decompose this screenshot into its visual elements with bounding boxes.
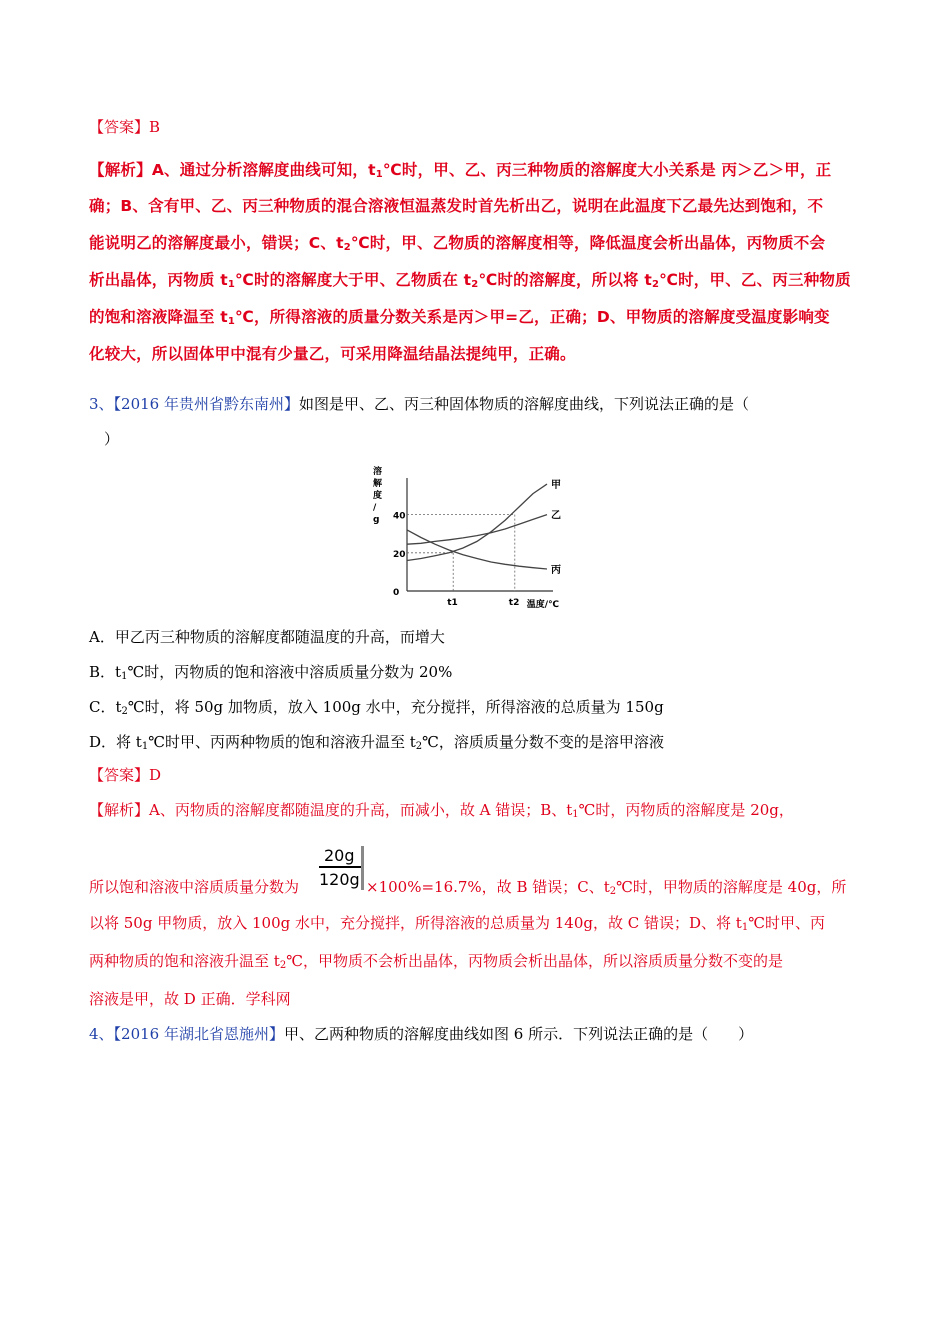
analysis3-line-2b: ×100%=16.7%，故 B 错误；C、$t_2℃$时，甲物质的溶解度是 40g，所: [366, 878, 847, 897]
question-3-stem-end: ）: [104, 430, 120, 448]
fraction-denominator: 120g: [319, 870, 360, 889]
fraction: [319, 844, 365, 890]
analysis-label: 【解析】: [89, 161, 152, 179]
answer-line-3: [89, 765, 161, 785]
y-tick-label: 20: [393, 549, 406, 560]
analysis1-line-5: 的饱和溶液降温至 $t_1℃$，所得溶液的质量分数关系是丙＞甲=乙，正确；D、甲物质的溶解度受温度影响变: [89, 308, 830, 327]
answer-value: D: [149, 766, 162, 784]
series-label: 丙: [551, 565, 561, 577]
analysis3-line-2a: 所以饱和溶液中溶质质量分数为: [89, 878, 300, 896]
answer-bracket-close: 】: [134, 118, 150, 136]
y-axis-label-char: 溶: [373, 467, 383, 477]
question-4-stem: [89, 1024, 753, 1044]
y-axis-label-char: 解: [373, 479, 383, 489]
answer-label: 答案: [104, 118, 135, 136]
x-tick-label: t2: [508, 598, 520, 608]
analysis3-line-5: 溶液是甲，故 D 正确．学科网: [89, 990, 291, 1008]
answer-bracket-open: 【: [89, 118, 105, 136]
answer-value: B: [149, 118, 161, 136]
question-text: 如图是甲、乙、丙三种固体物质的溶解度曲线，下列说法正确的是（: [299, 395, 750, 413]
analysis1-line-3: 能说明乙的溶解度最小，错误；C、$t_2℃$时，甲、乙物质的溶解度相等，降低温度会析出晶体，丙物质不会: [89, 234, 826, 253]
y-tick-label: 0: [393, 588, 400, 598]
answer-label: 【答案】: [89, 766, 150, 784]
y-axis-label-char: /: [373, 503, 377, 513]
analysis3-line-4: 两种物质的饱和溶液升温至 $t_2℃$，甲物质不会析出晶体，丙物质会析出晶体，所以溶质质量分数不变的是: [89, 952, 783, 971]
y-axis-label-char: 度: [373, 491, 383, 501]
analysis-label: 【解析】: [89, 801, 150, 819]
question-3-stem: [89, 394, 749, 414]
option-b: B．$t_1℃$时，丙物质的饱和溶液中溶质质量分数为 20%: [89, 663, 453, 682]
option-d: D．将 $t_1℃$时甲、丙两种物质的饱和溶液升温至 $t_2℃$，溶质质量分数不变的是溶甲溶液: [89, 733, 664, 752]
fraction-edge: [361, 846, 364, 890]
question-number: 3、: [89, 395, 114, 413]
analysis3-line-1: 【解析】A、丙物质的溶解度都随温度的升高，而减小，故 A 错误；B、$t_1℃$时，丙物质的溶解度是 20g，: [89, 801, 794, 820]
question-source: 【2016 年贵州省黔东南州】: [113, 395, 299, 413]
series-label: 甲: [551, 480, 561, 492]
fraction-bar: [319, 866, 363, 868]
question-number: 4、: [89, 1025, 114, 1043]
analysis1-line-2: 确；B、含有甲、乙、丙三种物质的混合溶液恒温蒸发时首先析出乙，说明在此温度下乙最先达到饱和，不: [89, 197, 824, 215]
answer-line-1: [89, 117, 160, 137]
fraction-numerator: 20g: [324, 846, 355, 865]
option-c: C．$t_2℃$时，将 50g 加物质，放入 100g 水中，充分搅拌，所得溶液的总质量为 150g: [89, 698, 664, 717]
y-tick-label: 40: [393, 511, 406, 522]
question-source: 【2016 年湖北省恩施州】: [113, 1025, 284, 1043]
x-axis-label: 温度/℃: [526, 600, 559, 610]
series-label: 乙: [551, 510, 561, 522]
solubility-chart: [363, 464, 563, 612]
series-line-2: [407, 515, 547, 545]
analysis1-line-6: 化较大，所以固体甲中混有少量乙，可采用降温结晶法提纯甲，正确。: [89, 345, 576, 363]
analysis3-line-3: 以将 50g 甲物质，放入 100g 水中，充分搅拌，所得溶液的总质量为 140g，故 C 错误；D、将 $t_1℃$时甲、丙: [89, 914, 825, 933]
option-a: A．甲乙丙三种物质的溶解度都随温度的升高，而增大: [89, 628, 445, 646]
analysis1-line-4: 析出晶体，丙物质 $t_1℃$时的溶解度大于甲、乙物质在 $t_2℃$时的溶解度，所以将 $t_2℃$时，甲、乙、丙三种物质: [89, 271, 851, 290]
y-axis-label-char: g: [373, 515, 380, 525]
question-text: 甲、乙两种物质的溶解度曲线如图 6 所示．下列说法正确的是（ ）: [284, 1025, 754, 1043]
x-tick-label: t1: [447, 598, 458, 608]
analysis1-line-1: 【解析】A、通过分析溶解度曲线可知，$t_1℃$时，甲、乙、丙三种物质的溶解度大小关系是 丙＞乙＞甲，正: [89, 161, 832, 180]
